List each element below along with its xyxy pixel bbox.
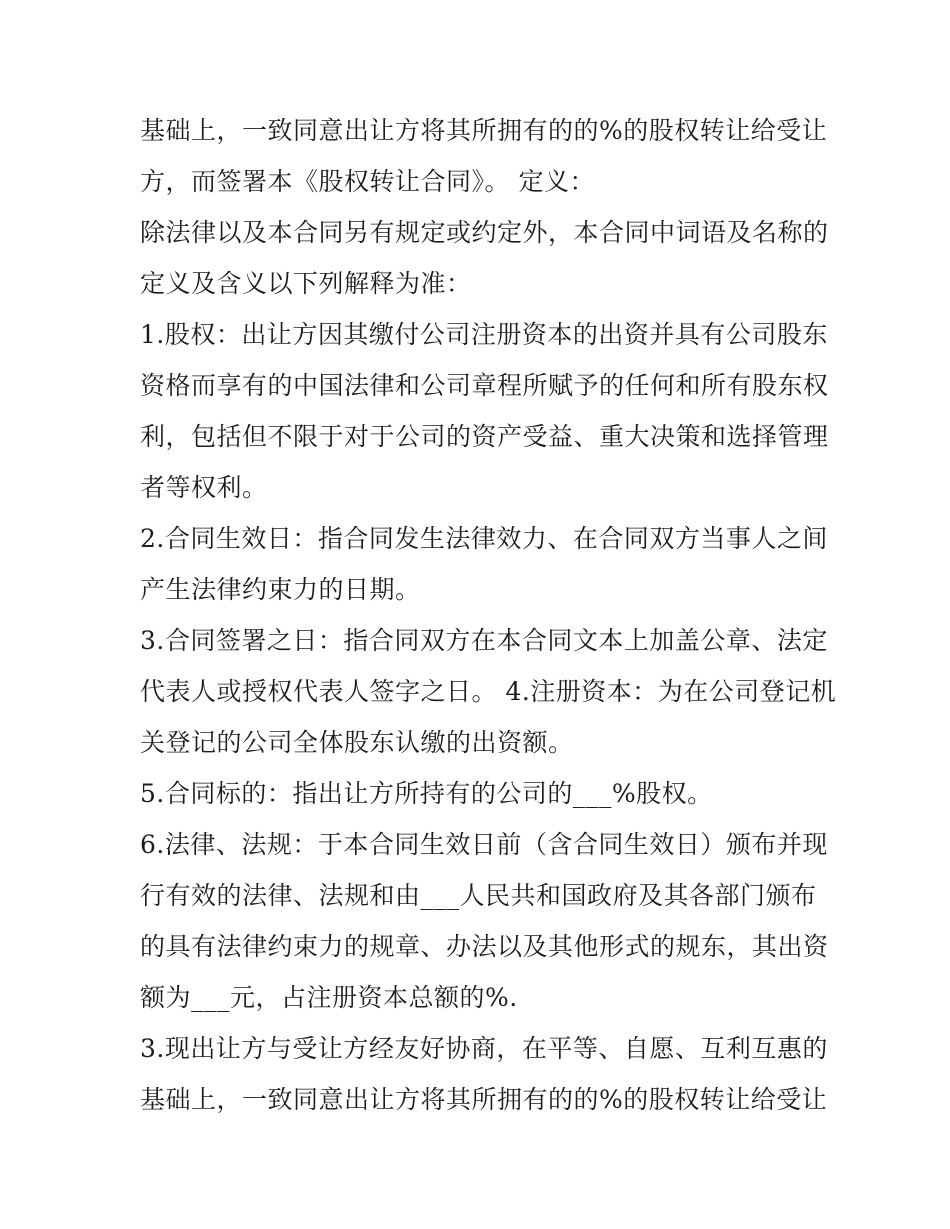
text-line: 3.现出让方与受让方经友好协商，在平等、自愿、互利互惠的: [140, 1034, 828, 1063]
text-line: 5.合同标的：指出让方所持有的公司的___%股权。: [140, 779, 713, 808]
text-line: 3.合同签署之日：指合同双方在本合同文本上加盖公章、法定: [140, 626, 828, 655]
text-line: 者等权利。: [140, 473, 268, 502]
text-line: 代表人或授权代表人签字之日。 4.注册资本：为在公司登记机: [140, 677, 837, 706]
text-line: 基础上，一致同意出让方将其所拥有的的%的股权转让给受让: [140, 1085, 828, 1114]
text-line: 额为___元，占注册资本总额的%.: [140, 983, 518, 1012]
text-line: 行有效的法律、法规和由___人民共和国政府及其各部门颁布: [140, 881, 817, 910]
text-line: 除法律以及本合同另有规定或约定外，本合同中词语及名称的: [140, 218, 829, 247]
text-line: 关登记的公司全体股东认缴的出资额。: [140, 728, 574, 757]
document-body: [140, 105, 837, 1125]
text-line: 6.法律、法规：于本合同生效日前（含合同生效日）颁布并现: [140, 830, 828, 859]
text-line: 1.股权：出让方因其缴付公司注册资本的出资并具有公司股东: [140, 320, 828, 349]
text-line: 产生法律约束力的日期。: [140, 575, 421, 604]
text-line: 利，包括但不限于对于公司的资产受益、重大决策和选择管理: [140, 422, 829, 451]
text-line: 的具有法律约束力的规章、办法以及其他形式的规东，其出资: [140, 932, 829, 961]
text-line: 基础上，一致同意出让方将其所拥有的的%的股权转让给受让: [140, 116, 828, 145]
text-line: 资格而享有的中国法律和公司章程所赋予的任何和所有股东权: [140, 371, 829, 400]
text-line: 定义及含义以下列解释为准：: [140, 269, 472, 298]
text-line: 2.合同生效日：指合同发生法律效力、在合同双方当事人之间: [140, 524, 828, 553]
text-line: 方，而签署本《股权转让合同》。 定义：: [140, 167, 595, 196]
